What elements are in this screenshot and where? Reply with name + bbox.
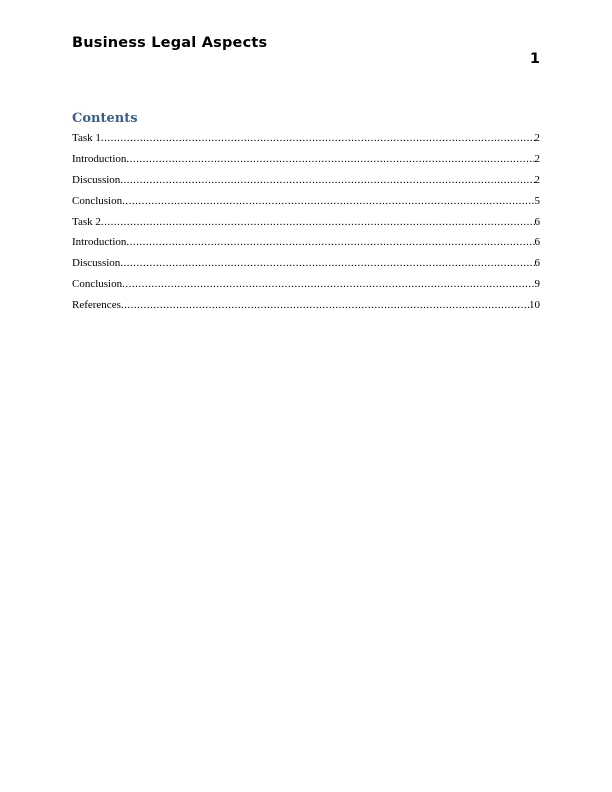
- page-number: 1: [529, 51, 540, 67]
- toc-entry-label: Introduction: [72, 236, 127, 249]
- running-header-title: Business Legal Aspects: [72, 35, 268, 51]
- toc-entry-label: Conclusion: [72, 194, 123, 207]
- toc-entry-page: 2: [534, 152, 540, 165]
- toc-entry-label: Task 1: [72, 132, 101, 144]
- toc-dot-leader: [120, 172, 534, 188]
- toc-entry-task-2[interactable]: [72, 214, 540, 235]
- toc-dot-leader: [126, 234, 534, 250]
- toc-entry-conclusion-2[interactable]: [72, 276, 540, 297]
- toc-dot-leader: [120, 255, 534, 271]
- toc-entry-label: Introduction: [72, 152, 127, 165]
- toc-entry-task-1[interactable]: [72, 130, 540, 151]
- table-of-contents: [72, 130, 540, 318]
- toc-dot-leader: [121, 297, 529, 313]
- toc-dot-leader: [122, 193, 534, 209]
- toc-heading: Contents: [72, 111, 138, 126]
- toc-entry-page: 2: [534, 132, 540, 144]
- toc-entry-label: Discussion: [72, 173, 121, 186]
- toc-dot-leader: [126, 151, 534, 167]
- toc-entry-label: Discussion: [72, 257, 121, 270]
- toc-entry-discussion-2[interactable]: [72, 255, 540, 276]
- toc-entry-page: 6: [534, 236, 540, 249]
- toc-entry-conclusion-1[interactable]: [72, 193, 540, 214]
- toc-entry-label: References: [72, 299, 121, 312]
- toc-dot-leader: [101, 214, 535, 230]
- toc-entry-introduction-2[interactable]: [72, 234, 540, 255]
- toc-entry-page: 6: [534, 257, 540, 270]
- toc-entry-discussion-1[interactable]: [72, 172, 540, 193]
- toc-dot-leader: [101, 130, 535, 146]
- toc-dot-leader: [122, 276, 534, 292]
- toc-entry-page: 9: [534, 278, 540, 291]
- toc-entry-page: 6: [534, 215, 540, 228]
- toc-entry-page: 5: [534, 194, 540, 207]
- toc-entry-label: Task 2: [72, 215, 101, 228]
- toc-entry-page: 10: [529, 299, 540, 312]
- toc-entry-references[interactable]: [72, 297, 540, 318]
- toc-entry-label: Conclusion: [72, 278, 123, 291]
- toc-entry-page: 2: [534, 173, 540, 186]
- toc-entry-introduction-1[interactable]: [72, 151, 540, 172]
